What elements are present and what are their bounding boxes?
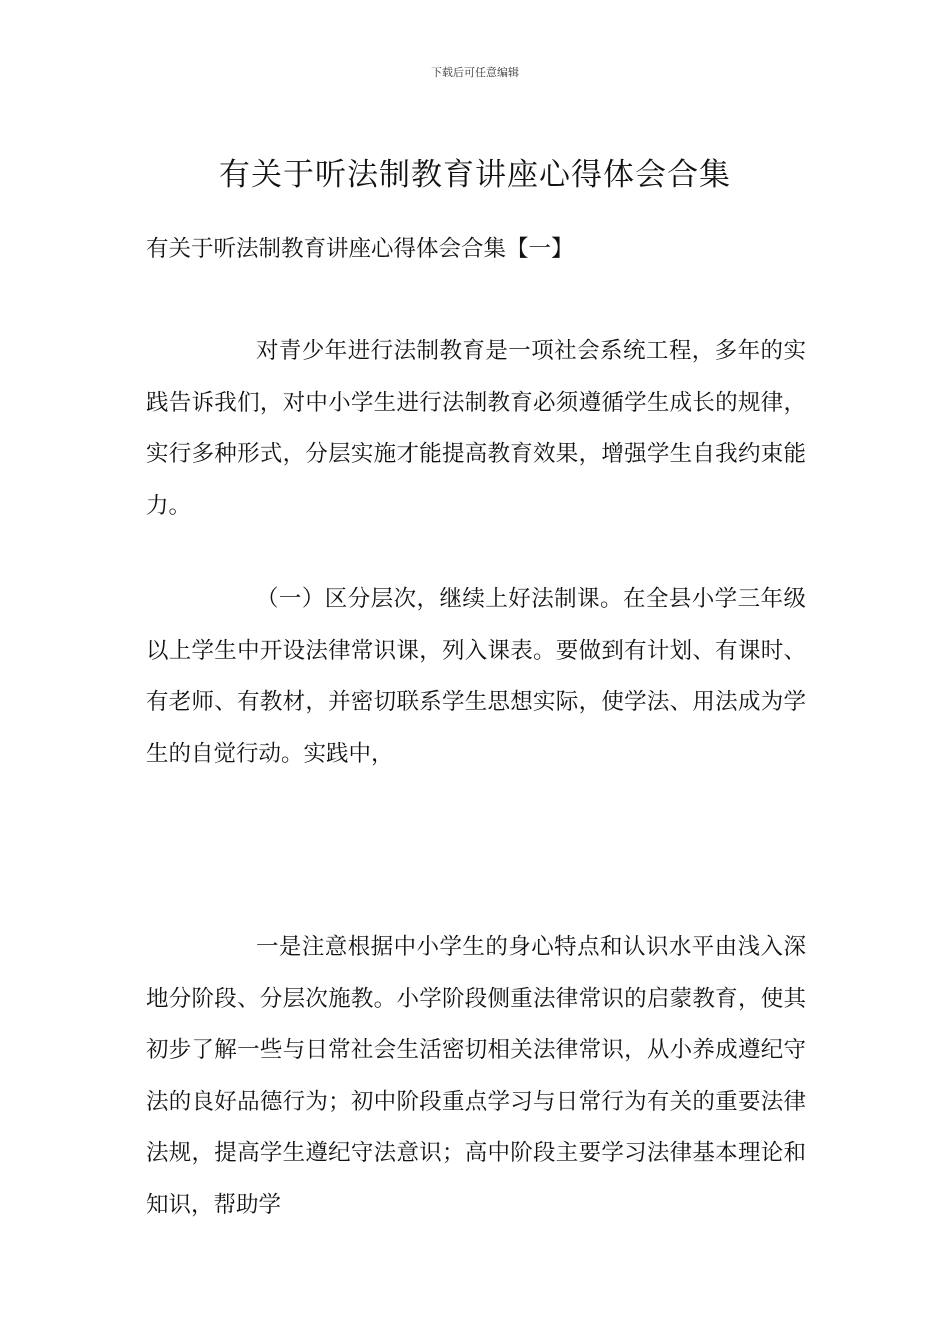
section-heading: 有关于听法制教育讲座心得体会合集【一】 xyxy=(146,236,574,262)
paragraph-point-one: 一是注意根据中小学生的身心特点和认识水平由浅入深地分阶段、分层次施教。小学阶段侧重法律常识的启蒙教育，使其初步了解一些与日常社会生活密切相关法律常识，从小养成遵纪守法的良好品德行为；初中阶段重点学习与日常行为有关的重要法律法规，提高学生遵纪守法意识；高中阶段主要学习法律基本理论和知识，帮助学 xyxy=(146,934,806,1218)
paragraph-section-one: （一）区分层次，继续上好法制课。在全县小学三年级以上学生中开设法律常识课，列入课表。要做到有计划、有课时、有老师、有教材，并密切联系学生思想实际，使学法、用法成为学生的自觉行动。实践中， xyxy=(146,586,806,767)
document-title: 有关于听法制教育讲座心得体会合集 xyxy=(219,156,731,193)
header-note: 下载后可任意编辑 xyxy=(431,66,519,79)
paragraph-intro: 对青少年进行法制教育是一项社会系统工程，多年的实践告诉我们，对中小学生进行法制教育必须遵循学生成长的规律，实行多种形式，分层实施才能提高教育效果，增强学生自我约束能力。 xyxy=(146,338,806,519)
